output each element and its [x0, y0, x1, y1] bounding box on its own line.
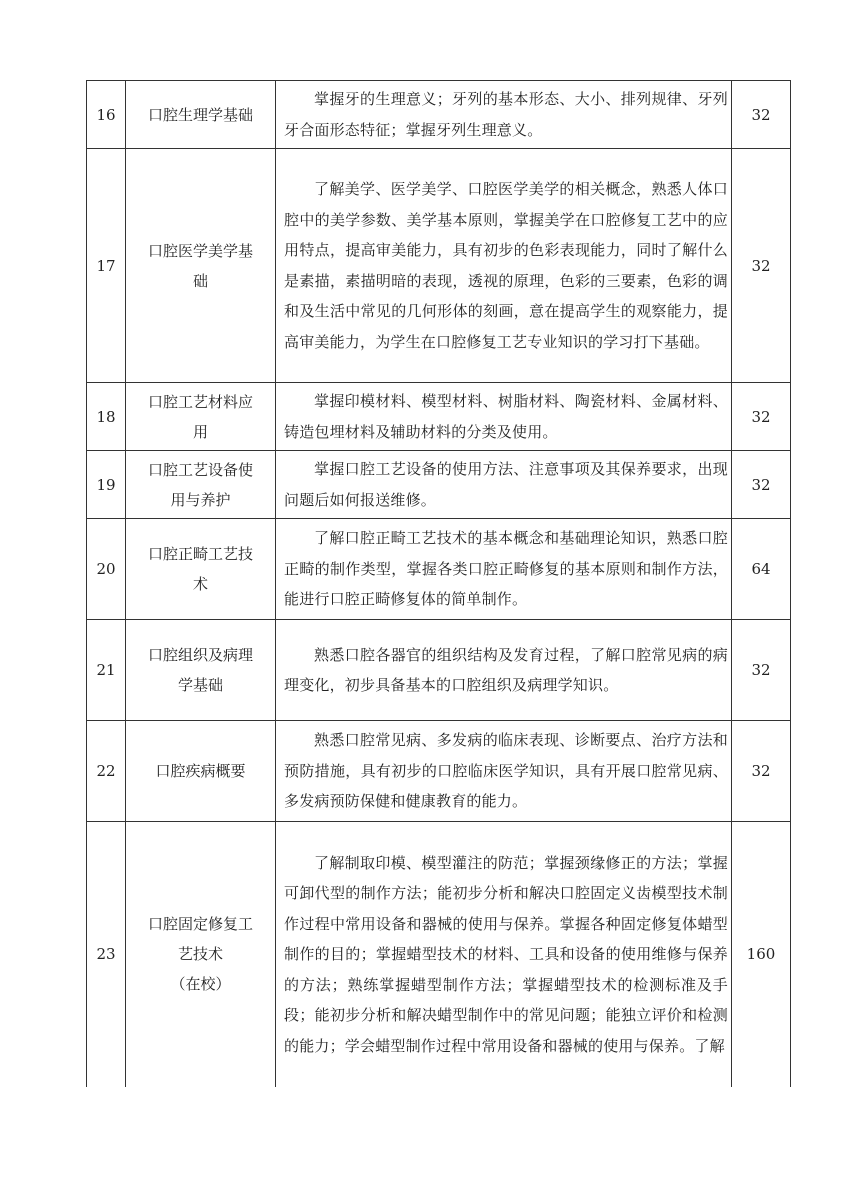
- course-description-text: 掌握牙的生理意义；牙列的基本形态、大小、排列规律、牙列牙合面形态特征；掌握牙列生理意义。: [284, 90, 728, 139]
- course-description-text: 熟悉口腔常见病、多发病的临床表现、诊断要点、治疗方法和预防措施，具有初步的口腔临床医学知识，具有开展口腔常见病、多发病预防保健和健康教育的能力。: [284, 731, 728, 811]
- course-name-line: 用: [192, 422, 208, 441]
- course-name: [126, 620, 276, 721]
- course-name-line: 口腔疾病概要: [155, 762, 246, 780]
- course-name-line: 口腔工艺材料应: [147, 392, 253, 411]
- course-description-text: 了解口腔正畸工艺技术的基本概念和基础理论知识，熟悉口腔正畸的制作类型，掌握各类口腔正畸修复的基本原则和制作方法，能进行口腔正畸修复体的简单制作。: [284, 529, 728, 609]
- course-name-line: 用与养护: [170, 490, 231, 509]
- course-description: [276, 721, 732, 822]
- row-number: 18: [87, 383, 126, 451]
- course-description: [276, 149, 732, 383]
- table-row: [87, 519, 791, 620]
- row-number: 20: [87, 519, 126, 620]
- course-description: [276, 383, 732, 451]
- course-hours: 32: [732, 383, 791, 451]
- course-name-line: 口腔正畸工艺技: [147, 545, 253, 563]
- table-row: [87, 822, 791, 1087]
- course-description-text: 了解美学、医学美学、口腔医学美学的相关概念，熟悉人体口腔中的美学参数、美学基本原则，掌握美学在口腔修复工艺中的应用特点，提高审美能力，具有初步的色彩表现能力，同时了解什么是素描，素描明暗的表现，透视的原理，色彩的三要素，色彩的调和及生活中常见的几何形体的刻画，意在提高学生的观察能力，提高审美能力，为学生在口腔修复工艺专业知识的学习打下基础。: [284, 180, 728, 351]
- course-name: [126, 81, 276, 149]
- course-hours: 64: [732, 519, 791, 620]
- course-name-line: 口腔医学美学基: [147, 241, 253, 260]
- course-name-line: 术: [192, 575, 208, 593]
- course-name: [126, 822, 276, 1087]
- course-description-text: 掌握印模材料、模型材料、树脂材料、陶瓷材料、金属材料、铸造包埋材料及辅助材料的分类及使用。: [284, 392, 728, 441]
- course-description: [276, 620, 732, 721]
- course-description: [276, 81, 732, 149]
- course-name: [126, 149, 276, 383]
- course-name: [126, 519, 276, 620]
- row-number: 22: [87, 721, 126, 822]
- course-name: [126, 383, 276, 451]
- course-name: [126, 721, 276, 822]
- table-row: [87, 721, 791, 822]
- course-name-line: 艺技术: [177, 945, 223, 964]
- course-description-text: 了解制取印模、模型灌注的防范；掌握颈缘修正的方法；掌握可卸代型的制作方法；能初步分析和解决口腔固定义齿模型技术制作过程中常用设备和器械的使用与保养。掌握各种固定修复体蜡型制作的目的；掌握蜡型技术的材料、工具和设备的使用维修与保养的方法；熟练掌握蜡型制作方法；掌握蜡型技术的检测标准及手段；能初步分析和解决蜡型制作中的常见问题；能独立评价和检测的能力；学会蜡型制作过程中常用设备和器械的使用与保养。了解: [284, 853, 728, 1055]
- course-description: [276, 519, 732, 620]
- course-description: [276, 451, 732, 519]
- course-name-line: 础: [192, 271, 208, 290]
- row-number: 23: [87, 822, 126, 1087]
- row-number: 17: [87, 149, 126, 383]
- table-row: [87, 383, 791, 451]
- course-hours: 32: [732, 149, 791, 383]
- course-name-line: 口腔固定修复工: [147, 915, 253, 934]
- table-row: [87, 451, 791, 519]
- course-description-text: 熟悉口腔各器官的组织结构及发育过程，了解口腔常见病的病理变化，初步具备基本的口腔组织及病理学知识。: [284, 645, 728, 694]
- course-hours: 32: [732, 81, 791, 149]
- course-description-text: 掌握口腔工艺设备的使用方法、注意事项及其保养要求，出现问题后如何报送维修。: [284, 460, 728, 509]
- course-table: [86, 80, 791, 1087]
- course-name-line: 口腔工艺设备使: [147, 460, 253, 479]
- course-name-line: （在校）: [170, 975, 231, 994]
- table-row: [87, 81, 791, 149]
- table-row: [87, 149, 791, 383]
- course-hours: 32: [732, 721, 791, 822]
- course-table-body: [87, 81, 791, 1087]
- course-hours: 160: [732, 822, 791, 1087]
- course-name-line: 口腔生理学基础: [147, 105, 253, 124]
- course-name: [126, 451, 276, 519]
- course-hours: 32: [732, 620, 791, 721]
- row-number: 21: [87, 620, 126, 721]
- course-hours: 32: [732, 451, 791, 519]
- row-number: 19: [87, 451, 126, 519]
- table-row: [87, 620, 791, 721]
- row-number: 16: [87, 81, 126, 149]
- course-name-line: 口腔组织及病理: [147, 646, 253, 664]
- course-name-line: 学基础: [177, 676, 223, 694]
- course-description: [276, 822, 732, 1087]
